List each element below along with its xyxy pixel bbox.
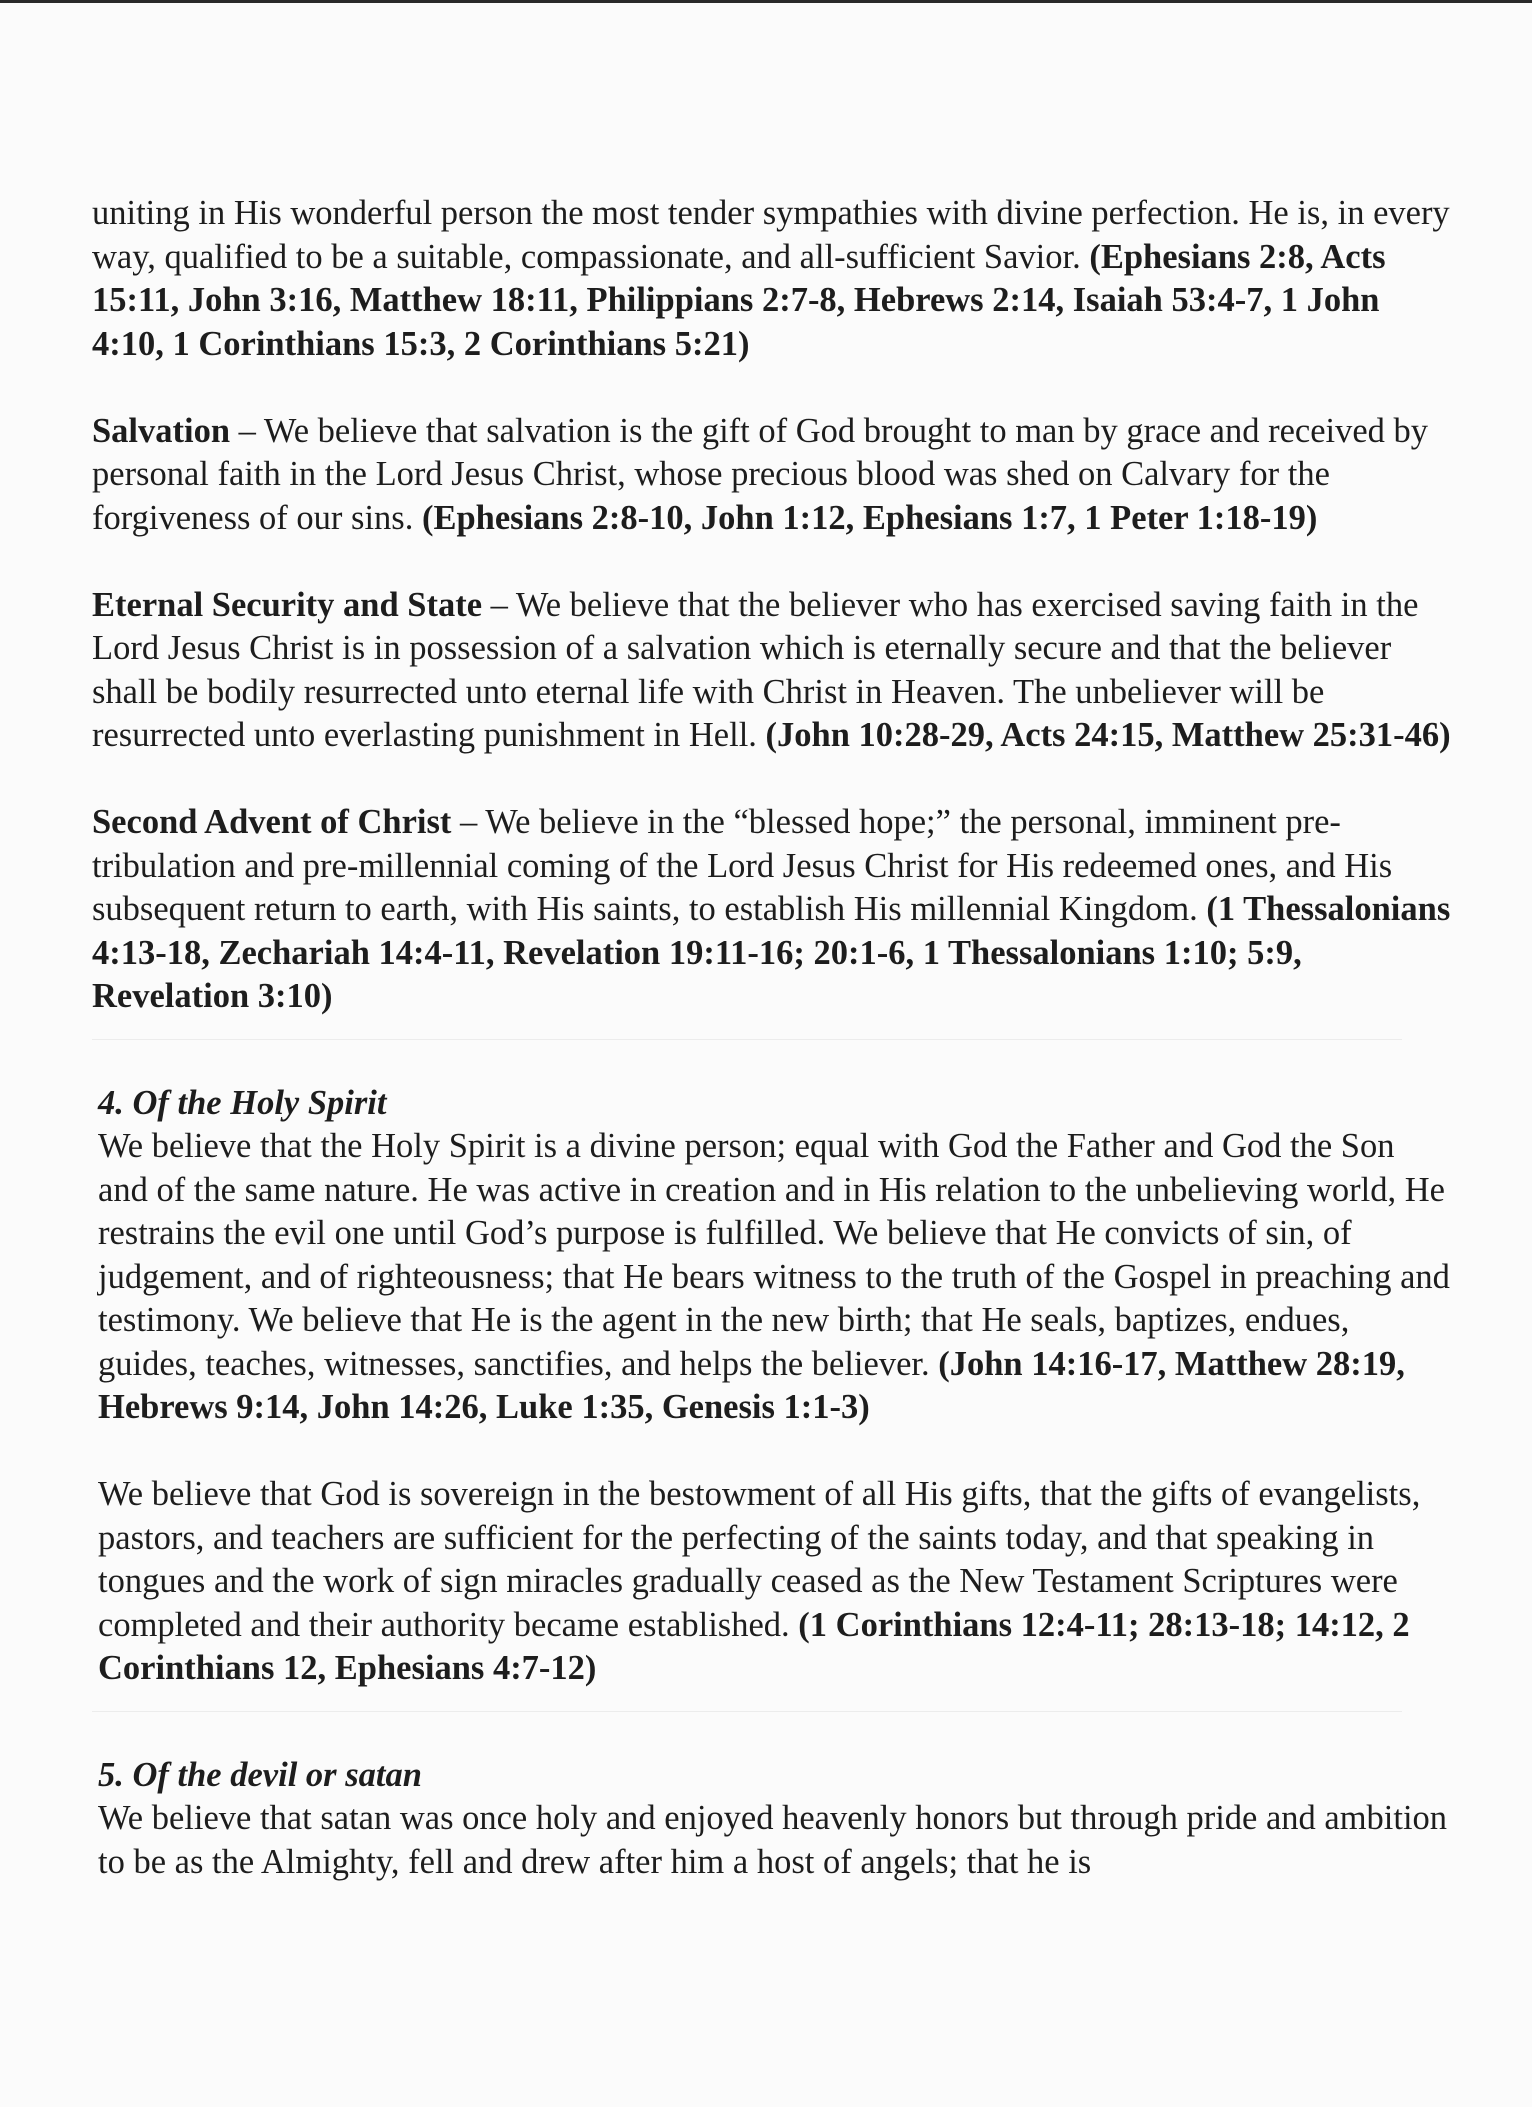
holy-spirit-scripture-refs: (John 14:16-17, Matthew 28:19, Hebrews 9:14, John 14:26, Luke 1:35, Genesis 1:1-3)	[98, 1344, 1405, 1426]
intro-scripture-refs: (Ephesians 2:8, Acts 15:11, John 3:16, Matthew 18:11, Philippians 2:7-8, Hebrews 2:14, Isaiah 53:4-7, 1 John 4:10, 1 Corinthians 15:3, 2 Corinthians 5:21)	[92, 237, 1386, 363]
gifts-scripture-refs: (1 Corinthians 12:4-11; 28:13-18; 14:12, 2 Corinthians 12, Ephesians 4:7-12)	[98, 1605, 1410, 1687]
section-holy-spirit	[92, 1082, 1452, 1691]
term-salvation: Salvation	[92, 411, 231, 450]
section-heading-holy-spirit: 4. Of the Holy Spirit	[98, 1083, 387, 1122]
spacer	[98, 1430, 1452, 1474]
intro-text: uniting in His wonderful person the most tender sympathies with divine perfection. He is, in every way, qualified to be a suitable, compassionate, and all-sufficient Savior.	[92, 194, 1450, 276]
devil-text: We believe that satan was once holy and enjoyed heavenly honors but through pride and ambition to be as the Almighty, fell and drew after him a host of angels; that he is	[98, 1799, 1448, 1881]
security-text: – We believe that the believer who has exercised saving faith in the Lord Jesus Christ is in possession of a salvation which is eternally secure and that the believer shall be bodily resurrected unto eternal life with Christ in Heaven. The unbeliever will be resurrected unto everlasting punishment in Hell.	[92, 585, 1419, 754]
paragraph-intro	[92, 192, 1452, 366]
term-eternal-security: Eternal Security and State	[92, 585, 483, 624]
gifts-text: We believe that God is sovereign in the bestowment of all His gifts, that the gifts of evangelists, pastors, and teachers are sufficient for the perfecting of the saints today, and that speaking in tongues and the work of sign miracles gradually ceased as the New Testament Scriptures were completed and their authority became established.	[98, 1475, 1421, 1644]
paragraph-second-advent	[92, 801, 1452, 1019]
paragraph-salvation	[92, 410, 1452, 541]
section-devil	[92, 1754, 1452, 1885]
spacer	[92, 366, 1452, 410]
scan-top-edge	[0, 0, 1532, 3]
section-heading-devil: 5. Of the devil or satan	[98, 1755, 422, 1794]
document-page	[92, 192, 1452, 1884]
paragraph-gifts	[98, 1473, 1452, 1691]
salvation-scripture-refs: (Ephesians 2:8-10, John 1:12, Ephesians 1:7, 1 Peter 1:18-19)	[421, 498, 1318, 537]
paragraph-eternal-security	[92, 584, 1452, 758]
salvation-text: – We believe that salvation is the gift of God brought to man by grace and received by personal faith in the Lord Jesus Christ, whose precious blood was shed on Calvary for the forgiveness of our sins.	[92, 411, 1429, 537]
page-fold-line	[92, 1711, 1402, 1712]
page-fold-line	[92, 1039, 1402, 1040]
advent-text: – We believe in the “blessed hope;” the personal, imminent pre-tribulation and pre-millennial coming of the Lord Jesus Christ for His redeemed ones, and His subsequent return to earth, with His saints, to establish His millennial Kingdom.	[92, 803, 1393, 928]
holy-spirit-text: We believe that the Holy Spirit is a divine person; equal with God the Father and God the Son and of the same nature. He was active in creation and in His relation to the unbelieving world, He restrains the evil one until God’s purpose is fulfilled. We believe that He convicts of sin, of judgement, and of righteousness; that He bears witness to the truth of the Gospel in preaching and testimony. We believe that He is the agent in the new birth; that He seals, baptizes, endues, guides, teaches, witnesses, sanctifies, and helps the believer.	[98, 1127, 1450, 1383]
spacer	[92, 1711, 1452, 1754]
spacer	[92, 540, 1452, 584]
spacer	[92, 1039, 1452, 1082]
security-scripture-refs: (John 10:28-29, Acts 24:15, Matthew 25:31-46)	[765, 716, 1451, 754]
spacer	[92, 758, 1452, 802]
paragraph-holy-spirit-1	[98, 1125, 1452, 1430]
paragraph-devil-1	[98, 1797, 1452, 1884]
advent-scripture-refs: (1 Thessalonians 4:13-18, Zechariah 14:4-11, Revelation 19:11-16; 20:1-6, 1 Thessalonians 1:10; 5:9, Revelation 3:10)	[92, 890, 1451, 1015]
term-second-advent: Second Advent of Christ	[92, 803, 452, 841]
